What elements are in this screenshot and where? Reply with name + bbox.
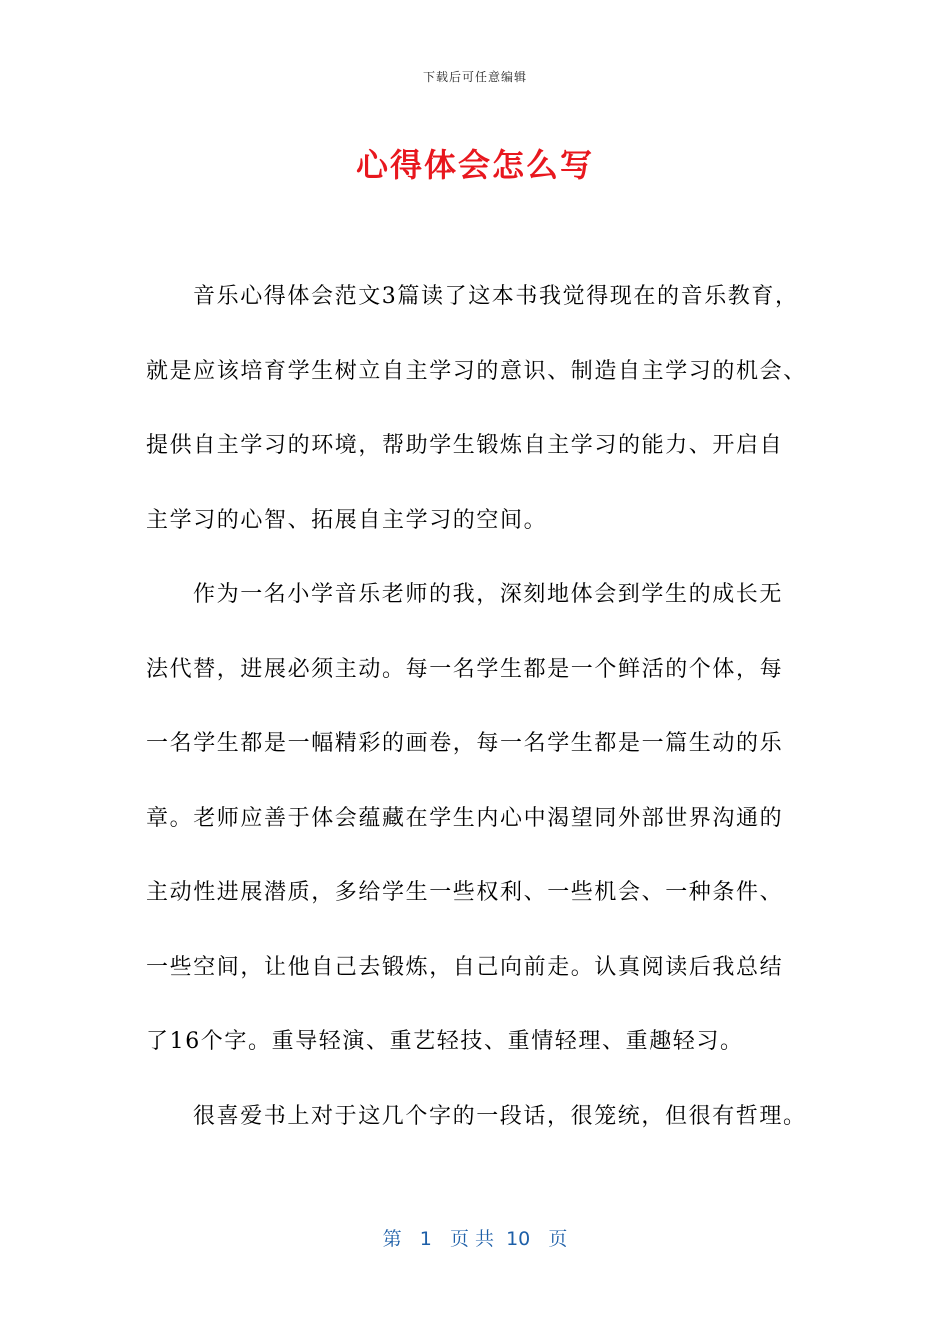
page-footer [0,1224,950,1251]
body-line: 很喜爱书上对于这几个字的一段话，很笼统，但很有哲理。 [193,1103,807,1129]
body-line: 作为一名小学音乐老师的我，深刻地体会到学生的成长无 [193,582,784,607]
footer-middle: 页 共 [449,1228,494,1250]
footer-prefix: 第 [382,1228,402,1250]
body-line: 主动性进展潜质，多给学生一些权利、一些机会、一种条件、 [146,880,784,905]
body-line: 提供自主学习的环境，帮助学生锻炼自主学习的能力、开启自 [146,433,784,458]
body-line: 法代替，进展必须主动。每一名学生都是一个鲜活的个体，每 [146,656,784,682]
body-line: 音乐心得体会范文3篇读了这本书我觉得现在的音乐教育， [193,284,799,309]
body-line: 主学习的心智、拓展自主学习的空间。 [146,507,548,533]
body-line: 一些空间，让他自己去锻炼，自己向前走。认真阅读后我总结 [146,954,784,980]
footer-current-page: 1 [419,1228,432,1250]
body-line: 就是应该培育学生树立自主学习的意识、制造自主学习的机会、 [146,358,807,384]
body-line: 章。老师应善于体会蕴藏在学生内心中渴望同外部世界沟通的 [146,805,784,831]
footer-suffix: 页 [548,1228,568,1250]
document-body [146,270,816,1164]
body-line: 一名学生都是一幅精彩的画卷，每一名学生都是一篇生动的乐 [146,731,784,756]
header-note: 下载后可任意编辑 [422,70,527,84]
footer-total-pages: 10 [506,1228,531,1250]
body-line: 了16个字。重导轻演、重艺轻技、重情轻理、重趣轻习。 [146,1029,744,1054]
document-title: 心得体会怎么写 [355,146,594,184]
